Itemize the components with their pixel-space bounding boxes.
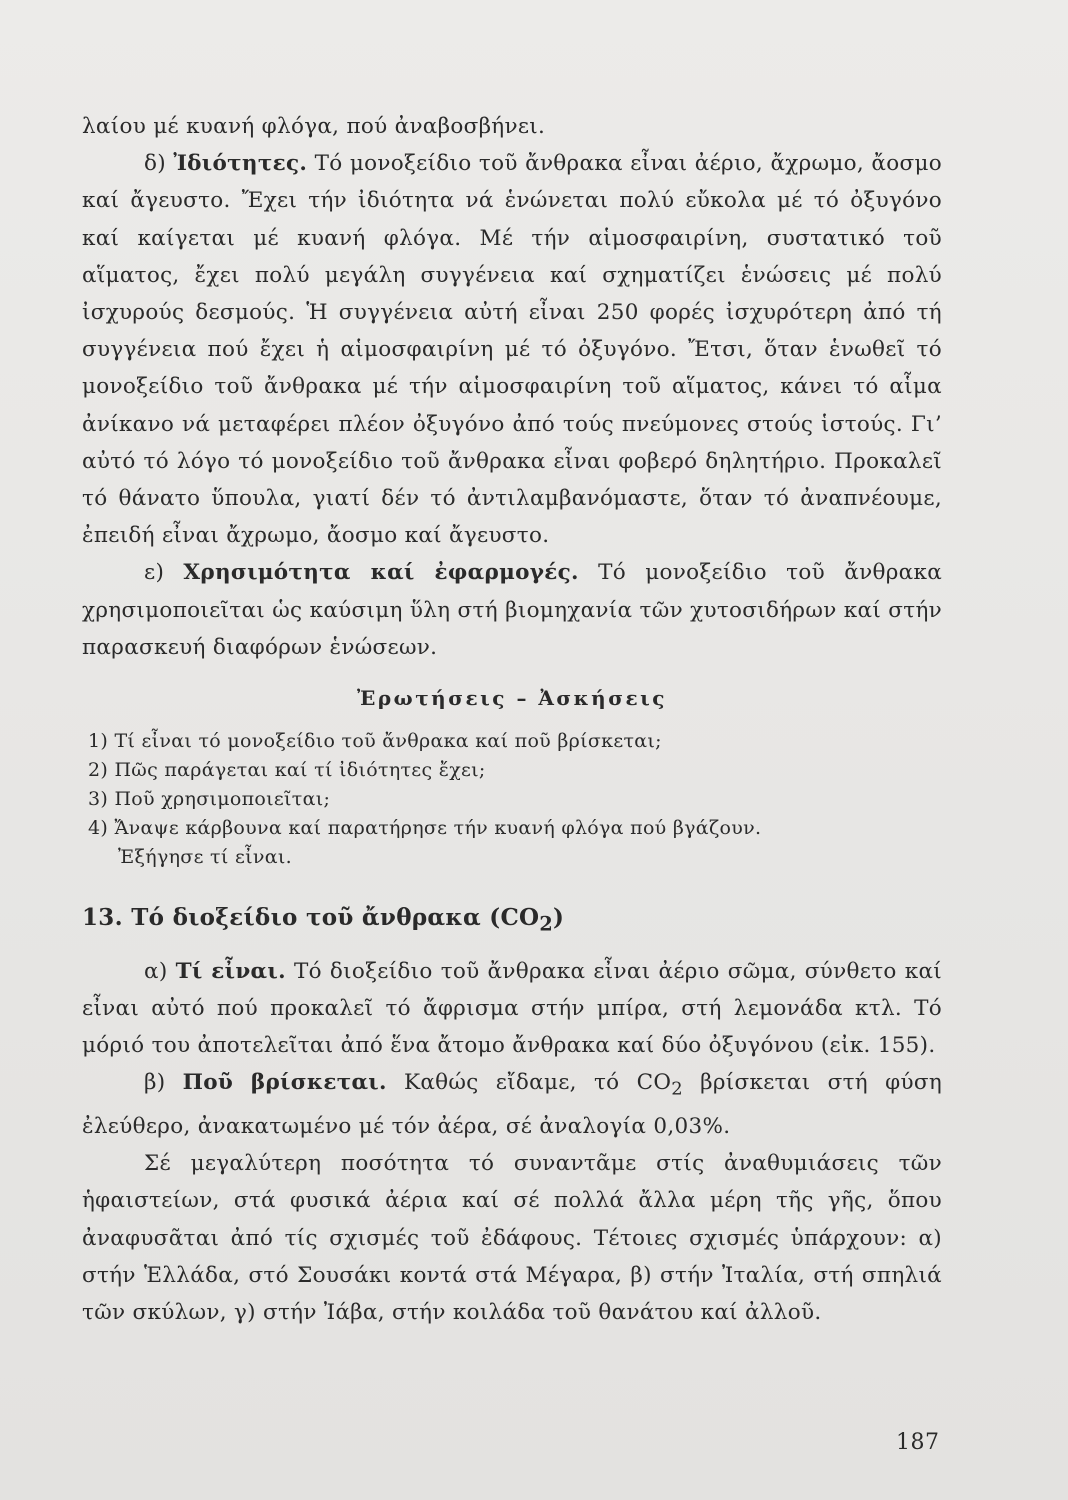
list-label: δ) — [144, 151, 174, 177]
paragraph-uses — [82, 554, 942, 666]
list-label: ε) — [144, 560, 184, 586]
list-label: β) — [144, 1070, 183, 1096]
formula-subscript: 2 — [671, 1078, 683, 1100]
question-item: 2) Πῶς παράγεται καί τί ἰδιότητες ἔχει; — [88, 759, 486, 782]
paragraph-text: Καθώς εἴδαμε, τό CO — [386, 1070, 672, 1096]
paragraph-heading: Τί εἶναι. — [175, 958, 286, 984]
paragraph-what-is — [82, 953, 942, 1065]
list-label: α) — [144, 958, 176, 984]
question-item: 4) Ἄναψε κάρβουνα καί παρατήρησε τήν κυανή φλόγα πού βγάζουν. — [88, 817, 762, 840]
question-item-continuation: Ἐξήγησε τί εἶναι. — [118, 846, 292, 869]
paragraph-text: Τό μονοξείδιο τοῦ ἄνθρακα χρησιμοποιεῖται ὡς καύσιμη ὕλη στή βιομηχανία τῶν χυτοσιδήρων καί στήν παρασκευή διαφόρων ἑνώσεων. — [82, 560, 943, 660]
question-item: 3) Ποῦ χρησιμοποιεῖται; — [88, 788, 331, 811]
questions-title: Ἐρωτήσεις – Ἀσκήσεις — [357, 686, 667, 711]
paragraph-text: Τό μονοξείδιο τοῦ ἄνθρακα εἶναι ἀέριο, ἄχρωμο, ἄοσμο καί ἄγευστο. Ἔχει τήν ἰδιότητα νά ἑνώνεται πολύ εὔκολα μέ τό ὀξυγόνο καί καίγεται μέ κυανή φλόγα. Μέ τήν αἱμοσφαιρίνη, συστατικό τοῦ αἵματος, ἔχει πολύ μεγάλη συγγένεια καί σχηματίζει ἑνώσεις μέ πολύ ἰσχυρούς δεσμούς. Ἡ συγγένεια αὐτή εἶναι 250 φορές ἰσχυρότερη ἀπό τή συγγένεια πού ἔχει ἡ αἱμοσφαιρίνη μέ τό ὀξυγόνο. Ἔτσι, ὅταν ἑνωθεῖ τό μονοξείδιο τοῦ ἄνθρακα μέ τήν αἱμοσφαιρίνη τοῦ αἵματος, κάνει τό αἷμα ἀνίκανο νά μεταφέρει πλέον ὀξυγόνο ἀπό τούς πνεύμονες στούς ἱστούς. Γι’ αὐτό τό λόγο τό μονοξείδιο τοῦ ἄνθρακα εἶναι φοβερό δηλητήριο. Προκαλεῖ τό θάνατο ὕπουλα, γιατί δέν τό ἀντιλαμβανόμαστε, ὅταν τό ἀναπνέουμε, ἐπειδή εἶναι ἄχρωμο, ἄοσμο καί ἄγευστο. — [82, 151, 942, 549]
paragraph-where-found — [82, 1064, 942, 1145]
section-title — [82, 898, 942, 945]
paragraph-occurrence: Σέ μεγαλύτερη ποσότητα τό συναντᾶμε στίς ἀναθυμιάσεις τῶν ἡφαιστείων, στά φυσικά ἀέρια καί σέ πολλά ἄλλα μέρη τῆς γῆς, ὅπου ἀναφυσᾶται ἀπό τίς σχισμές τοῦ ἐδάφους. Τέτοιες σχισμές ὑπάρχουν: α) στήν Ἑλλάδα, στό Σουσάκι κοντά στά Μέγαρα, β) στήν Ἰταλία, στή σπηλιά τῶν σκύλων, γ) στήν Ἰάβα, στήν κοιλάδα τοῦ θανάτου καί ἀλλοῦ. — [82, 1151, 942, 1325]
paragraph-text: βρίσκεται στή φύση ἐλεύθερο, ἀνακατωμένο μέ τόν ἀέρα, σέ ἀναλογία 0,03%. — [82, 1070, 942, 1139]
page-content — [82, 108, 942, 1331]
paragraph-text: Τό διοξείδιο τοῦ ἄνθρακα εἶναι ἀέριο σῶμα, σύνθετο καί εἶναι αὐτό πού προκαλεῖ τό ἄφρισμα στήν μπίρα, στή λεμονάδα κτλ. Τό μόριό του ἀποτελεῖται ἀπό ἕνα ἄτομο ἄνθρακα καί δύο ὀξυγόνου (εἰκ. 155). — [82, 958, 942, 1059]
paragraph-continuation: λαίου μέ κυανή φλόγα, πού ἀναβοσβήνει. — [82, 114, 546, 139]
question-item: 1) Τί εἶναι τό μονοξείδιο τοῦ ἄνθρακα καί ποῦ βρίσκεται; — [88, 730, 662, 753]
paragraph-heading: Ποῦ βρίσκεται. — [182, 1070, 387, 1096]
section-title-text: 13. Τό διοξείδιο τοῦ ἄνθρακα (CO — [82, 904, 540, 932]
section-title-close: ) — [553, 904, 565, 932]
paragraph-heading: Χρησιμότητα καί ἐφαρμογές. — [183, 560, 579, 586]
paragraph-properties — [82, 145, 942, 554]
section-title-subscript: 2 — [539, 912, 554, 936]
questions-list — [82, 727, 942, 872]
paragraph-heading: Ἰδιότητες. — [173, 151, 308, 177]
page-number: 187 — [896, 1430, 940, 1455]
